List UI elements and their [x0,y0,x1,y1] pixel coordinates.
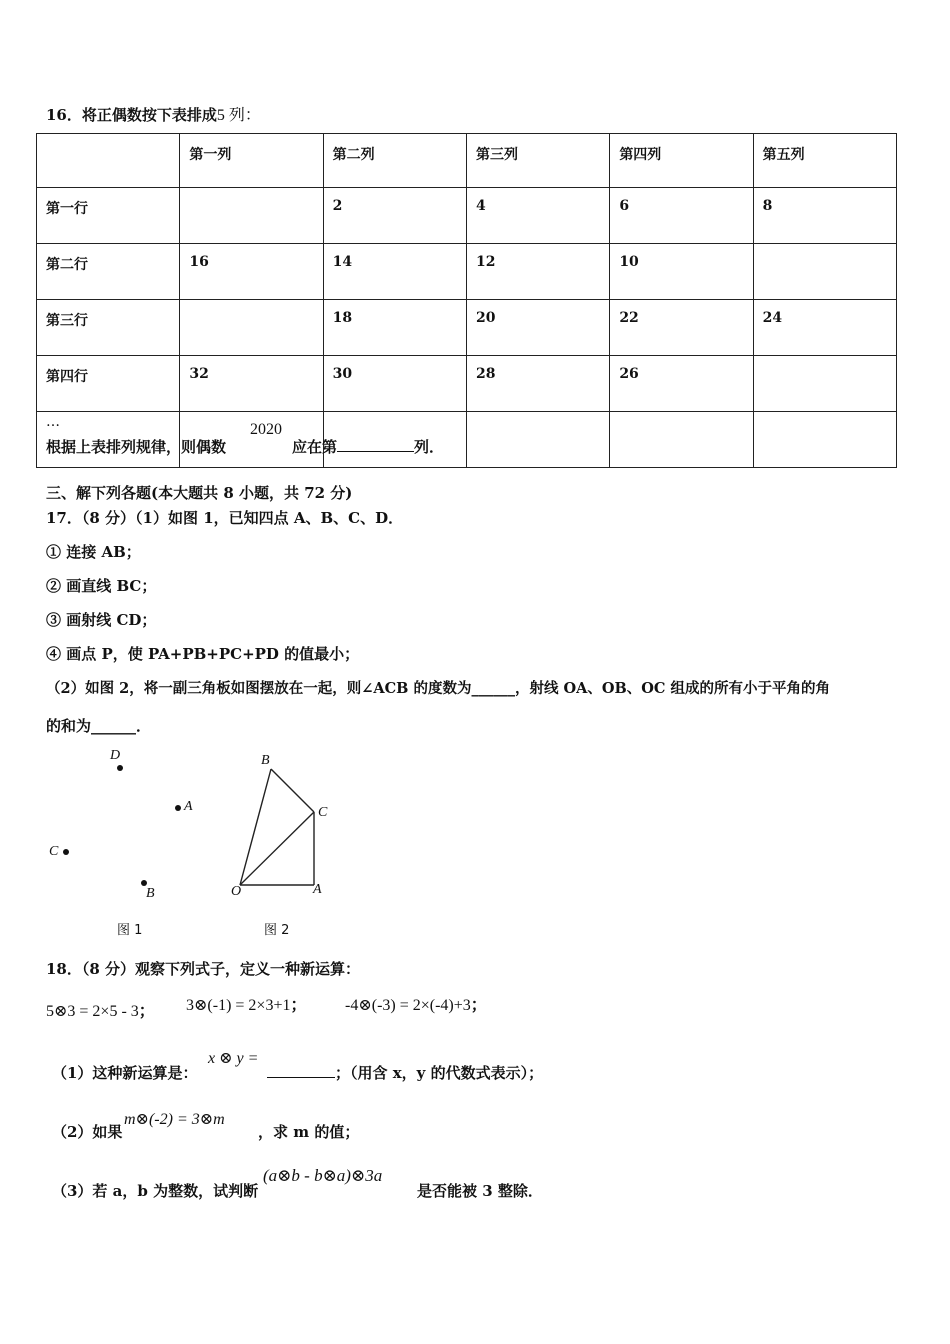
even-number-table [36,133,897,468]
q17-item4: ④ 画点 P，使 PA+PB+PC+PD 的值最小； [46,645,360,663]
q18-part1: （1）这种新运算是： [52,1064,198,1082]
table-cell: 12 [466,244,609,300]
table-cell: 2 [323,188,466,244]
table-cell: 第三行 [37,300,180,356]
point-a [175,805,181,811]
point-c [63,849,69,855]
number-2020: 2020 [250,421,282,438]
table-cell: 第二行 [37,244,180,300]
table-row [37,188,897,244]
q18-part2: （2）如果 [52,1123,123,1141]
table-header-row [37,134,897,188]
figure-1 [40,742,210,942]
table-cell [753,244,896,300]
table-cell: 4 [466,188,609,244]
q18-expr3: -4⊗(-3) = 2×(-4)+3； [345,997,487,1014]
answer-blank[interactable] [337,437,414,452]
table-cell: 6 [610,188,753,244]
q18-part3: （3）若 a，b 为整数，试判断 [52,1182,259,1200]
table-cell [610,412,753,468]
table-cell: … [37,412,180,468]
q17-item2: ② 画直线 BC； [46,577,157,595]
label-d: D [110,748,121,763]
q18-part1-tail: ；（用含 x，y 的代数式表示）； [267,1062,543,1083]
table-row [37,356,897,412]
q17-part2-line1: （2）如图 2，将一副三角板如图摆放在一起，则∠ACB 的度数为______，射线 OA、OB、OC 组成的所有小于平角的角 [46,680,831,697]
figure-1-caption: 图 1 [117,923,143,938]
q18-part3-tail: 是否能被 3 整除． [417,1182,543,1200]
table-cell [180,300,323,356]
table-cell [37,134,180,188]
q17-part2-line2: 的和为______． [46,717,152,735]
label-c2: C [318,805,328,820]
figure-2-caption: 图 2 [264,923,290,938]
table-cell: 14 [323,244,466,300]
table-cell [466,412,609,468]
q16-title: 16．将正偶数按下表排成5 列： [46,106,261,124]
table-cell: 28 [466,356,609,412]
table-cell: 第二列 [323,134,466,188]
answer-blank[interactable] [267,1063,335,1078]
table-cell: 16 [180,244,323,300]
label-c: C [49,844,59,859]
q16-question: 根据上表排列规律，则偶数 [46,438,227,456]
segment-oc [240,812,314,885]
table-cell: 32 [180,356,323,412]
q17-line1: 17．（8 分）（1）如图 1，已知四点 A、B、C、D． [46,509,404,527]
table-cell: 18 [323,300,466,356]
label-b2: B [261,753,270,768]
q18-expr1: 5⊗3 = 2×5 - 3； [46,1003,155,1020]
q18-part3-expr: (a⊗b - b⊗a)⊗3a [263,1166,383,1185]
table-cell [180,188,323,244]
label-o2: O [231,884,242,899]
section-heading: 三、解下列各题(本大题共 8 小题，共 72 分) [46,484,353,502]
q18-part1-expr: x ⊗ y = [208,1050,259,1067]
table-cell: 30 [323,356,466,412]
label-a: A [184,799,193,814]
table-cell [753,412,896,468]
table-cell: 第五列 [753,134,896,188]
table-cell: 10 [610,244,753,300]
table-cell: 第三列 [466,134,609,188]
q17-item1: ① 连接 AB； [46,543,141,561]
table-cell: 第四行 [37,356,180,412]
table-cell: 26 [610,356,753,412]
q16-question-tail: 应在第 列． [292,438,445,456]
table-row [37,300,897,356]
table-cell: 22 [610,300,753,356]
segment-bc [271,769,314,812]
segment-ob [240,769,271,885]
label-a2: A [313,882,322,897]
table-cell: 24 [753,300,896,356]
table-cell: 第四列 [610,134,753,188]
table-row [37,244,897,300]
table-cell: 8 [753,188,896,244]
label-b: B [146,886,155,901]
table-cell [753,356,896,412]
q18-part2-expr: m⊗(-2) = 3⊗m [124,1111,225,1128]
table-cell: 第一行 [37,188,180,244]
table-cell: 20 [466,300,609,356]
q17-item3: ③ 画射线 CD； [46,611,157,629]
q18-line1: 18．（8 分）观察下列式子，定义一种新运算： [46,960,361,978]
point-d [117,765,123,771]
q18-expr2: 3⊗(-1) = 2×3+1； [186,997,307,1014]
figure-2 [220,752,350,902]
q18-part2-tail: ，求 m 的值； [258,1123,360,1141]
table-cell: 第一列 [180,134,323,188]
